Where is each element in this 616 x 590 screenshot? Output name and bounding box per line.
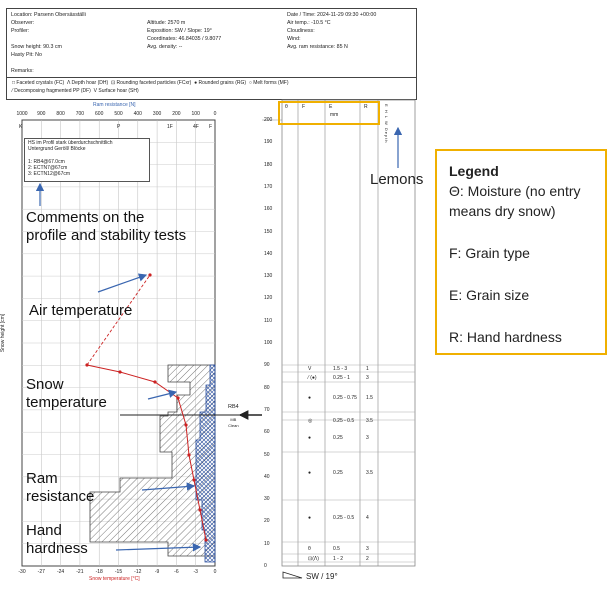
df-label: Decomposing fragmented PP (DF): [14, 88, 91, 94]
snow-temperature-point: [184, 423, 187, 426]
table-cell-grain-size: 0.25 - 0.5: [333, 418, 355, 424]
stability-marker: [228, 404, 239, 429]
datetime-text: Date / Time: 2024-11-29 09:30 +00:00: [287, 12, 377, 18]
mf-symbol: ○: [248, 80, 252, 86]
ram-annotation-line2: resistance: [26, 488, 95, 505]
snow-temperature-point: [176, 396, 179, 399]
table-cell-grain-size: 0.25 - 0.75: [333, 395, 357, 401]
temp-tick-label: -27: [37, 569, 45, 575]
temp-tick-label: -9: [154, 569, 160, 575]
stability-marker-mb: MB: [230, 417, 237, 422]
snow-height-text: Snow height: 90.3 cm: [11, 44, 62, 50]
table-header-r: R: [364, 104, 368, 110]
legend-grain-type: F: Grain type: [449, 245, 530, 261]
comment-line: 2: ECTN7@67cm: [28, 164, 68, 171]
table-footer: SW / 19°: [306, 572, 338, 581]
table-header-f: F: [302, 104, 306, 110]
height-tick-label: 40: [264, 473, 270, 480]
table-cell-hardness: 3: [366, 546, 369, 552]
height-tick-label: 130: [264, 273, 273, 280]
ram-annotation-line1: Ram: [26, 470, 58, 487]
table-cell-grain-type: ●: [308, 470, 312, 476]
comments-annotation-line2: profile and stability tests: [26, 227, 187, 244]
table-cell-hardness: 1.5: [366, 395, 373, 401]
temp-tick-label: -6: [174, 569, 179, 575]
table-cell-hardness: 3: [366, 435, 369, 441]
ram-tick-label: 100: [191, 111, 200, 117]
ram-axis-title: Ram resistance [N]: [93, 102, 136, 108]
rg-symbol: ●: [194, 80, 198, 86]
legend-moisture-line2: means dry snow): [449, 203, 556, 219]
temp-tick-label: -30: [18, 569, 26, 575]
table-cell-grain-size: 0.5: [333, 546, 340, 552]
snow-temp-annotation: [26, 376, 107, 412]
snow-temperature-point: [198, 508, 201, 511]
height-tick-label: 60: [264, 429, 270, 436]
hand-annotation: [26, 522, 88, 558]
temp-tick-label: -21: [76, 569, 84, 575]
fcxr-label: Rounding faceted particles (FCxr): [116, 80, 192, 86]
lemons-annotation: Lemons: [370, 171, 424, 188]
table-cell-hardness: 2: [366, 556, 369, 562]
temp-tick-label: -12: [134, 569, 142, 575]
hardness-tick-label: 1F: [167, 124, 173, 130]
height-tick-label: 200: [264, 117, 273, 123]
table-cell-grain-size: 0.25: [333, 435, 343, 441]
hardness-tick-label: K: [19, 124, 23, 130]
ram-annotation: [26, 470, 94, 506]
comment-line: 3: ECTN12@67cm: [28, 171, 71, 178]
height-tick-label: 10: [264, 540, 270, 547]
snow-temp-annotation-line1: Snow: [26, 376, 64, 393]
height-tick-label: 30: [264, 496, 270, 503]
hardness-tick-label: P: [117, 124, 121, 130]
ram-tick-label: 0: [213, 111, 217, 117]
comment-line: Untergrund Geröll/ Blöcke: [28, 146, 86, 153]
table-header-e-unit: mm: [330, 112, 339, 118]
hardness-tick-label: F: [209, 124, 213, 130]
table-cell-grain-size: 0.25 - 0.5: [333, 515, 355, 521]
table-header-theta: θ: [285, 104, 288, 110]
height-tick-label: 80: [264, 384, 270, 391]
profile-table: [262, 100, 415, 566]
air-temp-annotation: Air temperature: [29, 302, 133, 319]
height-tick-label: 140: [264, 250, 273, 257]
profiler-text: Profiler:: [11, 28, 30, 34]
sh-label: Surface hoar (SH): [98, 88, 139, 94]
table-cell-grain-type: θ: [308, 546, 311, 552]
air-temperature-point: [148, 273, 151, 276]
fc-symbol: □: [12, 80, 16, 86]
ram-tick-label: 700: [75, 111, 85, 117]
table-cell-hardness: 4: [366, 515, 369, 521]
legend-moisture-line1: Θ: Moisture (no entry: [449, 183, 581, 199]
ram-tick-label: 900: [37, 111, 46, 117]
observer-text: Observer:: [11, 20, 35, 26]
comments-annotation-line1: Comments on the: [26, 209, 145, 226]
table-cell-hardness: 3.5: [366, 470, 373, 476]
stability-marker-clean: Clean: [228, 423, 239, 428]
coordinates-text: Coordinates: 46.84035 / 9.8077: [147, 36, 222, 42]
height-tick-label: 70: [264, 406, 270, 413]
height-tick-label: 100: [264, 340, 273, 346]
remarks-text: Remarks:: [11, 68, 34, 74]
avg-density-text: Avg. density: --: [147, 44, 183, 50]
hardness-tick-label: 4F: [193, 124, 199, 130]
df-symbol: ⁄: [12, 88, 13, 94]
hand-annotation-line2: hardness: [26, 540, 88, 557]
ram-tick-label: 600: [95, 111, 104, 117]
table-header-e: E: [329, 104, 333, 110]
height-tick-label: 0: [264, 563, 267, 569]
table-cell-hardness: 3.5: [366, 418, 373, 424]
air-temp-arrow: [98, 275, 146, 292]
avg-ram-text: Avg. ram resistance: 85 N: [287, 44, 348, 50]
table-cell-hardness: 1: [366, 366, 369, 372]
legend-box: [435, 149, 607, 355]
slope-icon: [283, 572, 302, 578]
table-cell-grain-type: ⁄ (●): [308, 375, 317, 381]
ram-tick-label: 800: [56, 111, 65, 117]
hasty-pit-text: Hasty Pit: No: [11, 52, 42, 58]
height-tick-label: 120: [264, 295, 273, 302]
table-side-headers: E H L W Depth: [384, 104, 389, 144]
table-cell-grain-type: V: [308, 366, 312, 372]
ram-tick-label: 1000: [16, 111, 28, 117]
comment-box: [24, 138, 150, 182]
table-cell-grain-size: 1.5 - 3: [333, 366, 348, 372]
height-tick-label: 50: [264, 451, 270, 458]
snow-temperature-point: [118, 370, 121, 373]
stability-marker-rb: RB4: [228, 404, 239, 410]
legend-title: Legend: [449, 163, 499, 179]
legend-hand-hardness: R: Hand hardness: [449, 329, 562, 345]
table-cell-grain-type: ◎: [308, 418, 313, 424]
cloudiness-text: Cloudiness:: [287, 28, 315, 34]
temp-tick-label: 0: [213, 569, 217, 575]
wind-text: Wind:: [287, 36, 301, 42]
table-cell-grain-type: ●: [308, 515, 312, 521]
dh-symbol: Λ: [67, 80, 71, 86]
temperature-axis-title: Snow temperature [°C]: [89, 576, 140, 582]
ram-tick-label: 200: [172, 111, 181, 117]
height-tick-label: 20: [264, 518, 270, 525]
hand-annotation-line1: Hand: [26, 522, 62, 539]
temp-tick-label: -3: [193, 569, 198, 575]
table-cell-grain-size: 0.25: [333, 470, 343, 476]
snow-temperature-point: [204, 538, 207, 541]
table-cell-grain-type: ⊡(Λ): [308, 556, 319, 562]
table-cell-grain-size: 1 - 2: [333, 556, 344, 562]
height-axis-title: Snow height [cm]: [0, 313, 7, 353]
temp-tick-label: -15: [114, 569, 123, 575]
table-cell-grain-size: 0.25 - 1: [333, 375, 350, 381]
ram-tick-label: 300: [152, 111, 162, 117]
table-cell-hardness: 3: [366, 375, 369, 381]
height-tick-label: 90: [264, 362, 270, 369]
air-temp-text: Air temp.: -10.5 °C: [287, 20, 331, 26]
rg-label: Rounded grains (RG): [198, 80, 247, 86]
snow-temperature-point: [192, 478, 195, 481]
table-cell-grain-type: ●: [308, 395, 312, 401]
comment-line: HS im Profil stark überdurchschnittlich: [28, 140, 113, 146]
height-tick-label: 160: [264, 206, 273, 213]
height-tick-label: 190: [264, 139, 273, 146]
location-text: Location: Parsenn Obersäsställi: [11, 12, 86, 18]
legend-grain-size: E: Grain size: [449, 287, 530, 303]
comments-annotation: [26, 209, 186, 245]
table-cell-grain-type: ●: [308, 435, 312, 441]
mf-label: Melt forms (MF): [253, 80, 289, 86]
sh-symbol: V: [93, 88, 97, 94]
dh-label: Depth hoar (DH): [71, 80, 109, 86]
ram-tick-label: 400: [133, 111, 142, 117]
snow-temperature-point: [153, 380, 156, 383]
snow-temperature-point: [187, 453, 190, 456]
height-tick-label: 180: [264, 161, 273, 168]
fc-label: Faceted crystals (FC): [16, 80, 65, 86]
ram-tick-label: 500: [114, 111, 123, 117]
snow-temp-arrow: [148, 392, 176, 399]
height-tick-label: 170: [264, 183, 273, 190]
altitude-text: Altitude: 2570 m: [147, 20, 186, 26]
exposition-text: Exposition: SW / Slope: 19°: [147, 28, 212, 34]
fcxr-symbol: ⊡: [110, 80, 116, 86]
temp-tick-label: -24: [56, 569, 65, 575]
height-tick-label: 110: [264, 317, 272, 324]
height-tick-label: 150: [264, 228, 273, 235]
comment-line: 1: RB4@67.0cm: [28, 158, 65, 165]
temp-tick-label: -18: [95, 569, 103, 575]
snow-temp-annotation-line2: temperature: [26, 394, 107, 411]
